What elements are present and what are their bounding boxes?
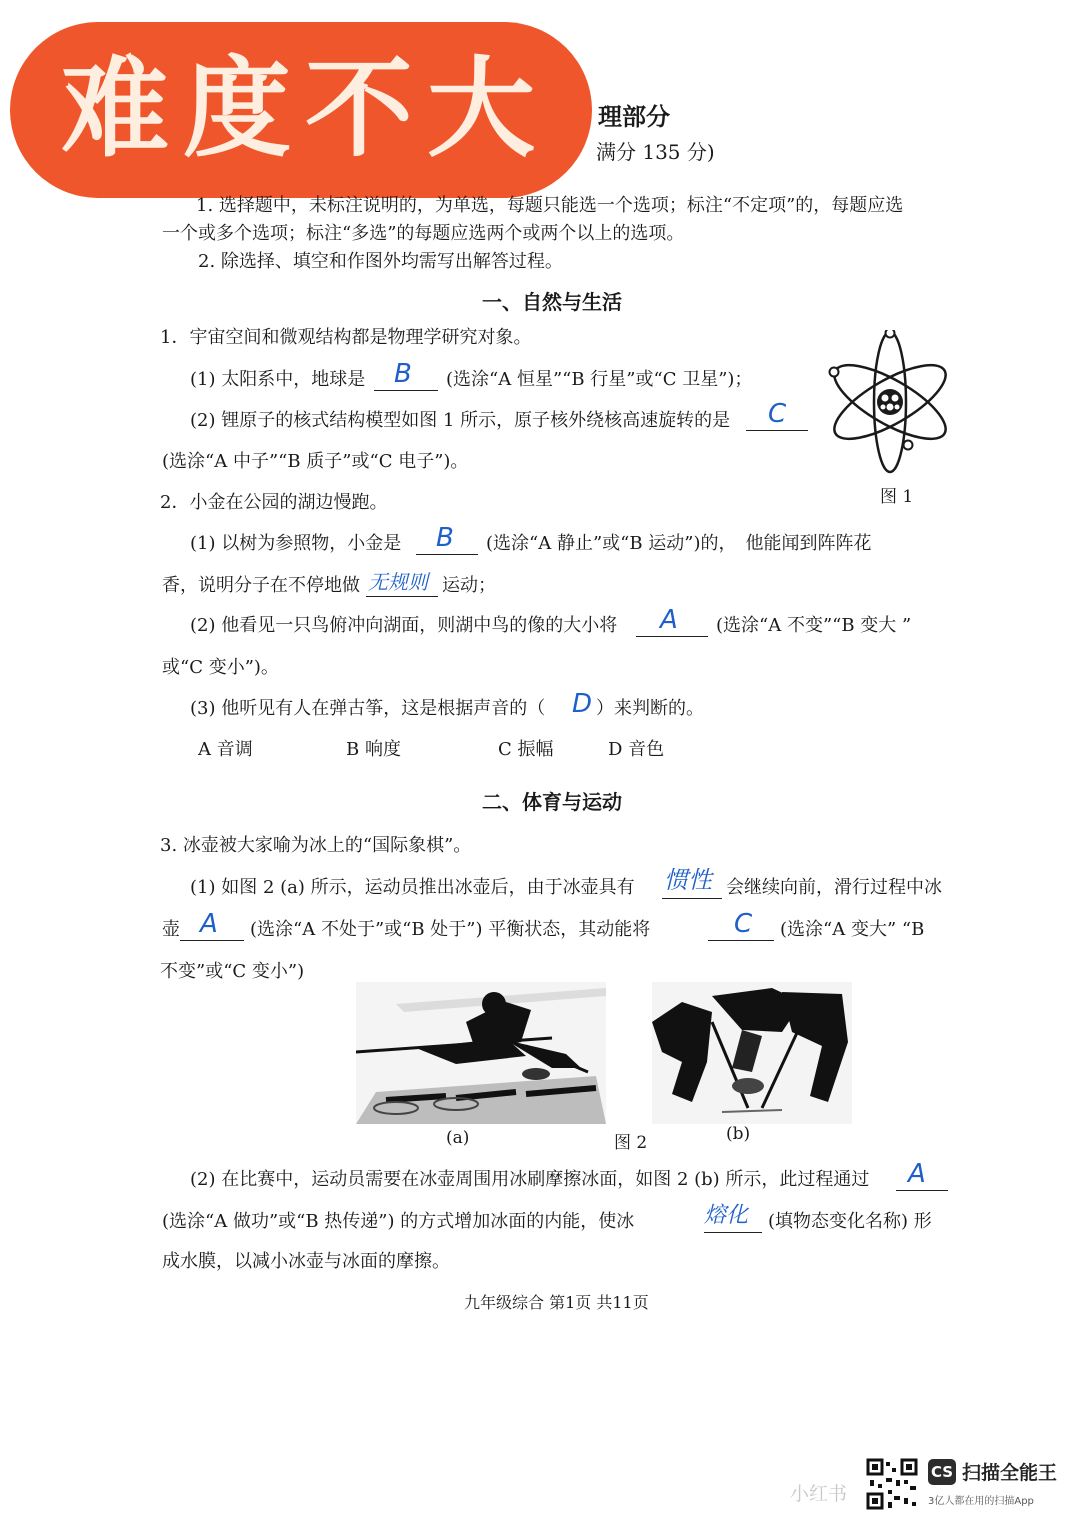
q3-p1-line3: 不变”或“C 变小”) bbox=[160, 961, 305, 982]
answer-blank bbox=[180, 940, 244, 941]
q3-p2-line2-prefix: (选涂“A 做功”或“B 热传递”) 的方式增加冰面的内能，使冰 bbox=[162, 1211, 635, 1232]
qr-code-icon bbox=[866, 1458, 918, 1510]
q2-p2-line2: 或“C 变小”)。 bbox=[162, 657, 279, 678]
instruction-line-3: 2. 除选择、填空和作图外均需写出解答过程。 bbox=[198, 251, 563, 272]
camscanner-logo: CS bbox=[928, 1459, 956, 1485]
q3-p2-line2-suffix: (填物态变化名称) 形 bbox=[768, 1211, 932, 1232]
q2-p1-answer: B bbox=[436, 523, 454, 553]
q1-p2-answer: C bbox=[768, 399, 787, 429]
instruction-line-1: 1. 选择题中，未标注说明的，为单选，每题只能选一个选项；标注“不定项”的，每题应选 bbox=[196, 195, 904, 216]
answer-blank bbox=[704, 1232, 762, 1233]
q3-stem: 3. 冰壶被大家喻为冰上的“国际象棋”。 bbox=[160, 835, 472, 856]
header-score: 满分 135 分) bbox=[596, 140, 715, 164]
q3-p2-answer: A bbox=[908, 1159, 926, 1189]
q3-p1-suffix: 会继续向前，滑行过程中冰 bbox=[726, 877, 942, 898]
q2-p1-line2-prefix: 香，说明分子在不停地做 bbox=[162, 575, 360, 596]
q2-p2-prefix: (2) 他看见一只鸟俯冲向湖面，则湖中鸟的像的大小将 bbox=[190, 615, 618, 636]
q2-option-c: C 振幅 bbox=[498, 739, 554, 760]
q1-p1-suffix: (选涂“A 恒星”“B 行星”或“C 卫星”)； bbox=[446, 369, 753, 390]
q3-p2-prefix: (2) 在比赛中，运动员需要在冰壶周围用冰刷摩擦冰面，如图 2 (b) 所示，此过程通过 bbox=[190, 1169, 870, 1190]
header-title: 理部分 bbox=[598, 102, 670, 131]
q3-p1-line2-prefix: 壶 bbox=[162, 919, 180, 940]
figure-2b-caption: (b) bbox=[726, 1124, 751, 1144]
platform-watermark: 小红书 bbox=[790, 1483, 848, 1505]
electron bbox=[830, 368, 839, 377]
q3-p1-line2-answer2: C bbox=[734, 909, 753, 939]
camscanner-title: 扫描全能王 bbox=[962, 1462, 1058, 1484]
q2-stem: 2．小金在公园的湖边慢跑。 bbox=[160, 492, 388, 513]
answer-blank bbox=[708, 940, 774, 941]
q3-p1-prefix: (1) 如图 2 (a) 所示，运动员推出冰壶后，由于冰壶具有 bbox=[190, 877, 635, 898]
curling-photo-a bbox=[356, 982, 606, 1124]
q1-p1-answer: B bbox=[394, 359, 412, 389]
q3-p1-line2-mid: (选涂“A 不处于”或“B 处于”) 平衡状态，其动能将 bbox=[250, 919, 651, 940]
section-title-2: 二、体育与运动 bbox=[482, 790, 622, 814]
electron bbox=[904, 441, 913, 450]
q2-p3-prefix: (3) 他听见有人在弹古筝，这是根据声音的（ bbox=[190, 698, 546, 719]
page-footer: 九年级综合 第1页 共11页 bbox=[464, 1293, 649, 1312]
answer-blank bbox=[416, 554, 478, 555]
q3-p1-line2-suffix: (选涂“A 变大” “B bbox=[780, 919, 925, 940]
q2-p1-line2-answer: 无规则 bbox=[368, 570, 428, 594]
q2-p2-answer: A bbox=[660, 605, 678, 635]
figure-2-title: 图 2 bbox=[614, 1133, 648, 1153]
q2-option-b: B 响度 bbox=[346, 739, 401, 760]
answer-blank bbox=[366, 596, 438, 597]
q2-option-d: D 音色 bbox=[608, 739, 665, 760]
q2-p3-answer: D bbox=[572, 689, 593, 719]
q1-p1-prefix: (1) 太阳系中，地球是 bbox=[190, 369, 366, 390]
figure-2a-caption: (a) bbox=[446, 1128, 470, 1148]
q1-stem: 1．宇宙空间和微观结构都是物理学研究对象。 bbox=[160, 327, 532, 348]
q2-p3-suffix: ）来判断的。 bbox=[596, 698, 704, 719]
q3-p1-answer: 惯性 bbox=[664, 866, 712, 894]
q1-p2-line2: (选涂“A 中子”“B 质子”或“C 电子”)。 bbox=[162, 451, 469, 472]
q3-p1-line2-answer1: A bbox=[200, 909, 218, 939]
banner-text: 难度不大 bbox=[60, 47, 549, 172]
q3-p2-line2-answer: 熔化 bbox=[704, 1203, 749, 1228]
camscanner-subtitle: 3亿人都在用的扫描App bbox=[928, 1496, 1034, 1507]
answer-blank bbox=[662, 898, 722, 899]
q2-p1-prefix: (1) 以树为参照物，小金是 bbox=[190, 533, 402, 554]
q1-p2-prefix: (2) 锂原子的核式结构模型如图 1 所示，原子核外绕核高速旋转的是 bbox=[190, 410, 731, 431]
q3-p2-line3: 成水膜，以减小冰壶与冰面的摩擦。 bbox=[162, 1251, 450, 1272]
q2-p1-suffix: (选涂“A 静止”或“B 运动”)的， 他能闻到阵阵花 bbox=[486, 533, 872, 554]
figure-1-caption: 图 1 bbox=[880, 487, 914, 507]
nucleus bbox=[877, 389, 903, 415]
answer-blank bbox=[746, 430, 808, 431]
q2-option-a: A 音调 bbox=[198, 739, 253, 760]
answer-blank bbox=[374, 390, 438, 391]
answer-blank bbox=[636, 636, 708, 637]
curling-photo-b bbox=[652, 982, 852, 1124]
q2-p2-suffix: (选涂“A 不变”“B 变大 ” bbox=[716, 615, 912, 636]
electron bbox=[886, 330, 895, 338]
answer-blank bbox=[896, 1190, 948, 1191]
section-title-1: 一、自然与生活 bbox=[482, 290, 622, 314]
atom-figure bbox=[826, 330, 956, 476]
instruction-line-2: 一个或多个选项；标注“多选”的每题应选两个或两个以上的选项。 bbox=[162, 223, 685, 244]
q2-p1-line2-suffix: 运动； bbox=[442, 575, 496, 596]
